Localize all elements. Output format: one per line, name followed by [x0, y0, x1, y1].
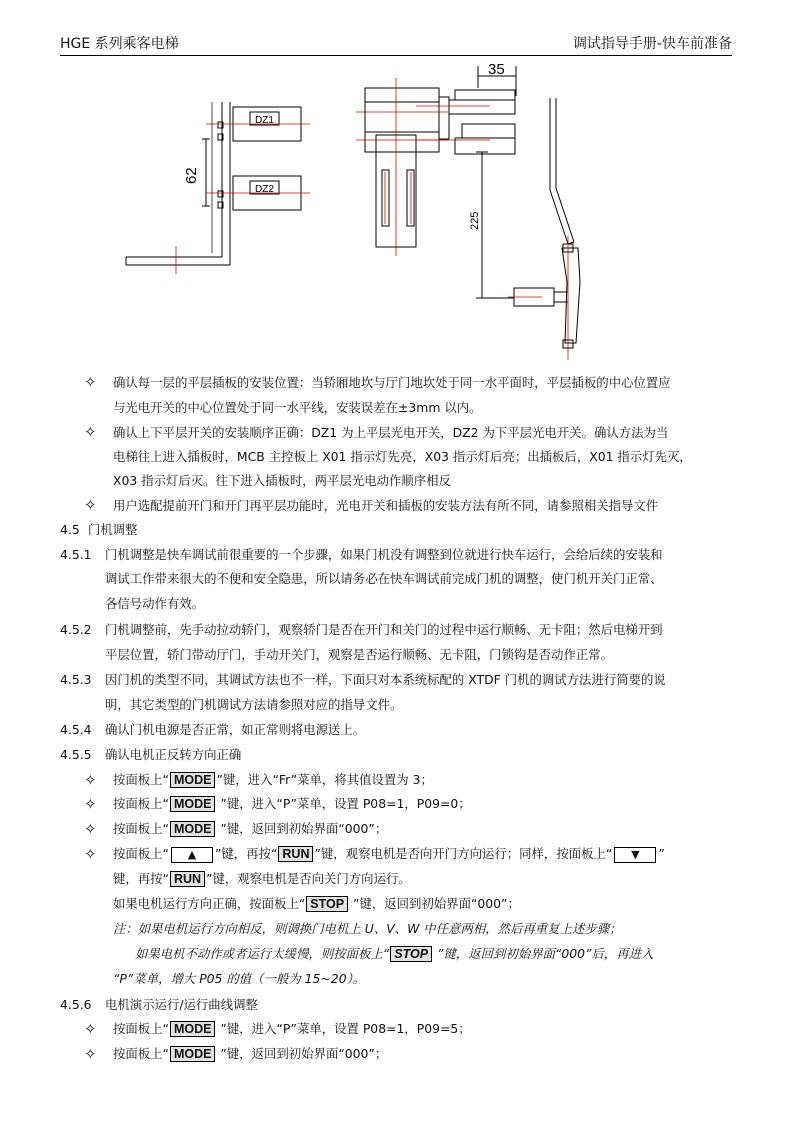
dim-62: 62 — [183, 167, 200, 184]
bullet-icon: ✧ — [84, 771, 97, 789]
section-4-5-title: 门机调整 — [88, 522, 138, 537]
bullet-a1-line1: 确认每一层的平层插板的安装位置：当轿厢地坎与厅门地坎处于同一水平面时，平层插板的中心位置应 — [113, 375, 671, 390]
bullet-a2-line1: 确认上下平层开关的安装顺序正确：DZ1 为上平层光电开关，DZ2 为下平层光电开关。确认方法为当 — [113, 425, 669, 440]
bullet-icon: ✧ — [84, 1045, 97, 1063]
down-arrow-key: ▼ — [614, 847, 656, 863]
bullet-icon: ✧ — [84, 423, 97, 441]
header-left: HGE 系列乘客电梯 — [60, 36, 179, 52]
note-line2: 如果电机不动作或者运行太缓慢，则按面板上“ STOP ”键，返回到初始界面“000”后，再进入 — [135, 946, 654, 961]
header-divider — [60, 55, 732, 56]
run-key: RUN — [278, 846, 313, 862]
section-4-5-1-number: 4.5.1 — [60, 547, 92, 562]
section-4-5-3-line2: 明，其它类型的门机调试方法请参照对应的指导文件。 — [105, 697, 403, 712]
mode-key: MODE — [170, 1021, 216, 1037]
step-demo-p: 按面板上“ MODE ”键，进入“P”菜单，设置 P08=1，P09=5； — [113, 1021, 471, 1036]
section-4-5-2-line1: 门机调整前，先手动拉动轿门，观察轿门是否在开门和关门的过程中运行顺畅、无卡阻；然后电梯开到 — [105, 622, 663, 637]
section-4-5-6-number: 4.5.6 — [60, 997, 92, 1012]
dz1-label: DZ1 — [255, 115, 274, 126]
section-4-5-6-title: 电机演示运行/运行曲线调整 — [105, 997, 258, 1012]
bullet-icon: ✧ — [84, 373, 97, 391]
section-4-5-4-number: 4.5.4 — [60, 722, 92, 737]
bullet-a1-line2: 与光电开关的中心位置处于同一水平线，安装误差在±3mm 以内。 — [113, 400, 482, 415]
bullet-icon: ✧ — [84, 845, 97, 863]
section-4-5-2-line2: 平层位置，轿门带动厅门，手动开关门，观察是否运行顺畅、无卡阻，门锁钩是否动作正常。 — [105, 647, 614, 662]
dz2-label: DZ2 — [255, 184, 274, 195]
step-mode-return: 按面板上“ MODE ”键，返回到初始界面“000”； — [113, 821, 388, 836]
section-4-5-3-number: 4.5.3 — [60, 672, 92, 687]
dim-225: 225 — [469, 211, 481, 230]
bullet-icon: ✧ — [84, 496, 97, 514]
mode-key: MODE — [170, 772, 216, 788]
step-demo-return: 按面板上“ MODE ”键，返回到初始界面“000”； — [113, 1046, 388, 1061]
bullet-a2-line3: X03 指示灯后灭。往下进入插板时，两平层光电动作顺序相反 — [113, 473, 451, 488]
bullet-icon: ✧ — [84, 1020, 97, 1038]
mode-key: MODE — [170, 1046, 216, 1062]
step-mode-fr: 按面板上“ MODE ”键，进入“Fr”菜单，将其值设置为 3； — [113, 772, 433, 787]
mode-key: MODE — [170, 796, 216, 812]
note-line1: 注：如果电机运行方向相反，则调换门电机上 U、V、W 中任意两相，然后再重复上述步骤； — [113, 921, 622, 936]
section-4-5-1-line2: 调试工作带来很大的不便和安全隐患，所以请务必在快车调试前完成门机的调整，使门机开关门正常、 — [105, 571, 663, 586]
note-line3: “P”菜单，增大 P05 的值（一般为 15~20）。 — [113, 971, 366, 986]
section-4-5-4-line1: 确认门机电源是否正常，如正常则将电源送上。 — [105, 722, 366, 737]
header-right: 调试指导手册-快车前准备 — [572, 36, 732, 52]
bullet-icon: ✧ — [84, 795, 97, 813]
up-arrow-key: ▲ — [171, 847, 213, 863]
mode-key: MODE — [170, 821, 216, 837]
section-4-5-1-line3: 各信号动作有效。 — [105, 596, 205, 611]
section-4-5-3-line1: 因门机的类型不同，其调试方法也不一样，下面只对本系统标配的 XTDF 门机的调试方法进行简要的说 — [105, 672, 666, 687]
section-4-5-1-line1: 门机调整是快车调试前很重要的一个步骤，如果门机没有调整到位就进行快车运行，会给后续的安装和 — [105, 547, 663, 562]
step-direction-test: 按面板上“ ▲ ”键，再按“ RUN ”键，观察电机是否向开门方向运行；同样，按面板上“ ▼ ” — [113, 846, 665, 861]
step-mode-p: 按面板上“ MODE ”键，进入“P”菜单，设置 P08=1，P09=0； — [113, 796, 471, 811]
step-direction-test-line2: 键，再按“ RUN ”键，观察电机是否向关门方向运行。 — [113, 871, 411, 886]
dim-35: 35 — [488, 61, 505, 78]
section-4-5-5-title: 确认电机正反转方向正确 — [105, 747, 242, 762]
stop-key: STOP — [306, 896, 348, 912]
section-4-5-5-number: 4.5.5 — [60, 747, 92, 762]
bullet-icon: ✧ — [84, 820, 97, 838]
section-4-5-2-number: 4.5.2 — [60, 622, 92, 637]
run-key: RUN — [170, 871, 205, 887]
stop-key: STOP — [390, 946, 432, 962]
section-4-5-number: 4.5 — [60, 522, 80, 537]
leveling-switch-diagram — [110, 60, 590, 370]
step-direction-test-line3: 如果电机运行方向正确，按面板上“ STOP ”键，返回到初始界面“000”； — [113, 896, 520, 911]
bullet-a2-line2: 电梯往上进入插板时，MCB 主控板上 X01 指示灯先亮，X03 指示灯后亮；出插板后，X01 指示灯先灭， — [113, 449, 692, 464]
bullet-a3-line1: 用户选配提前开门和开门再平层功能时，光电开关和插板的安装方法有所不同，请参照相关指导文件 — [113, 498, 659, 513]
